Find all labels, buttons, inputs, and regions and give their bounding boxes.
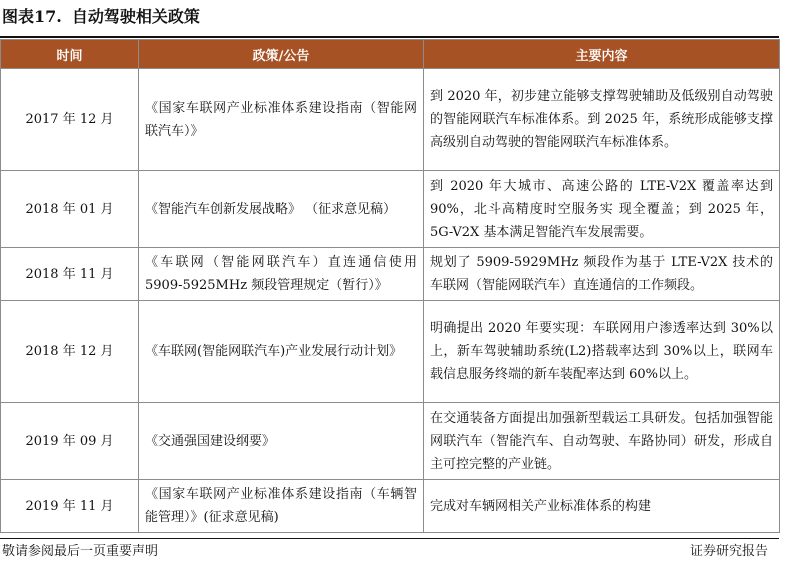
cell-time: 2019 年 09 月 [1,403,139,480]
cell-content: 在交通装备方面提出加强新型载运工具研发。包括加强智能网联汽车（智能汽车、自动驾驶、车路协同）研发，形成自主可控完整的产业链。 [424,403,780,480]
figure-number: 图表17. [2,7,62,26]
table-row [1,301,780,403]
table-row [1,248,780,301]
cell-content: 到 2020 年大城市、高速公路的 LTE-V2X 覆盖率达到 90%，北斗高精度时空服务实 现全覆盖；到 2025 年，5G-V2X 基本满足智能汽车发展需要。 [424,171,780,248]
table-row [1,69,780,171]
cell-time: 2018 年 12 月 [1,301,139,403]
table-header-row [1,40,780,69]
cell-policy: 《国家车联网产业标准体系建设指南（智能网联汽车）》 [139,69,424,171]
cell-time: 2018 年 11 月 [1,248,139,301]
title-divider [0,36,779,38]
cell-policy: 《交通强国建设纲要》 [139,403,424,480]
figure-title [2,2,200,32]
cell-policy: 《国家车联网产业标准体系建设指南（车辆智能管理）》(征求意见稿) [139,480,424,533]
footer-divider [0,538,779,539]
policy-table [0,39,780,533]
cell-time: 2018 年 01 月 [1,171,139,248]
cell-time: 2019 年 11 月 [1,480,139,533]
table-row [1,480,780,533]
footer-label: 证券研究报告 [690,544,769,559]
cell-policy: 《智能汽车创新发展战略》 （征求意见稿） [139,171,424,248]
figure-title-text: 自动驾驶相关政策 [71,7,200,26]
header-time: 时间 [1,40,139,69]
cell-policy: 《车联网（智能网联汽车）直连通信使用 5909-5925MHz 频段管理规定（暂行）》 [139,248,424,301]
table-row [1,171,780,248]
cell-content: 规划了 5909-5929MHz 频段作为基于 LTE-V2X 技术的车联网（智能网联汽车）直连通信的工作频段。 [424,248,780,301]
cell-time: 2017 年 12 月 [1,69,139,171]
cell-content: 完成对车辆网相关产业标准体系的构建 [424,480,780,533]
header-content: 主要内容 [424,40,780,69]
footer-disclaimer: 敬请参阅最后一页重要声明 [2,544,159,559]
cell-content: 到 2020 年，初步建立能够支撑驾驶辅助及低级别自动驾驶的智能网联汽车标准体系。到 2025 年，系统形成能够支撑高级别自动驾驶的智能网联汽车标准体系。 [424,69,780,171]
table-row [1,403,780,480]
cell-policy: 《车联网(智能网联汽车)产业发展行动计划》 [139,301,424,403]
header-policy: 政策/公告 [139,40,424,69]
cell-content: 明确提出 2020 年要实现：车联网用户渗透率达到 30%以上，新车驾驶辅助系统(L2)搭载率达到 30%以上，联网车载信息服务终端的新车装配率达到 60%以上。 [424,301,780,403]
